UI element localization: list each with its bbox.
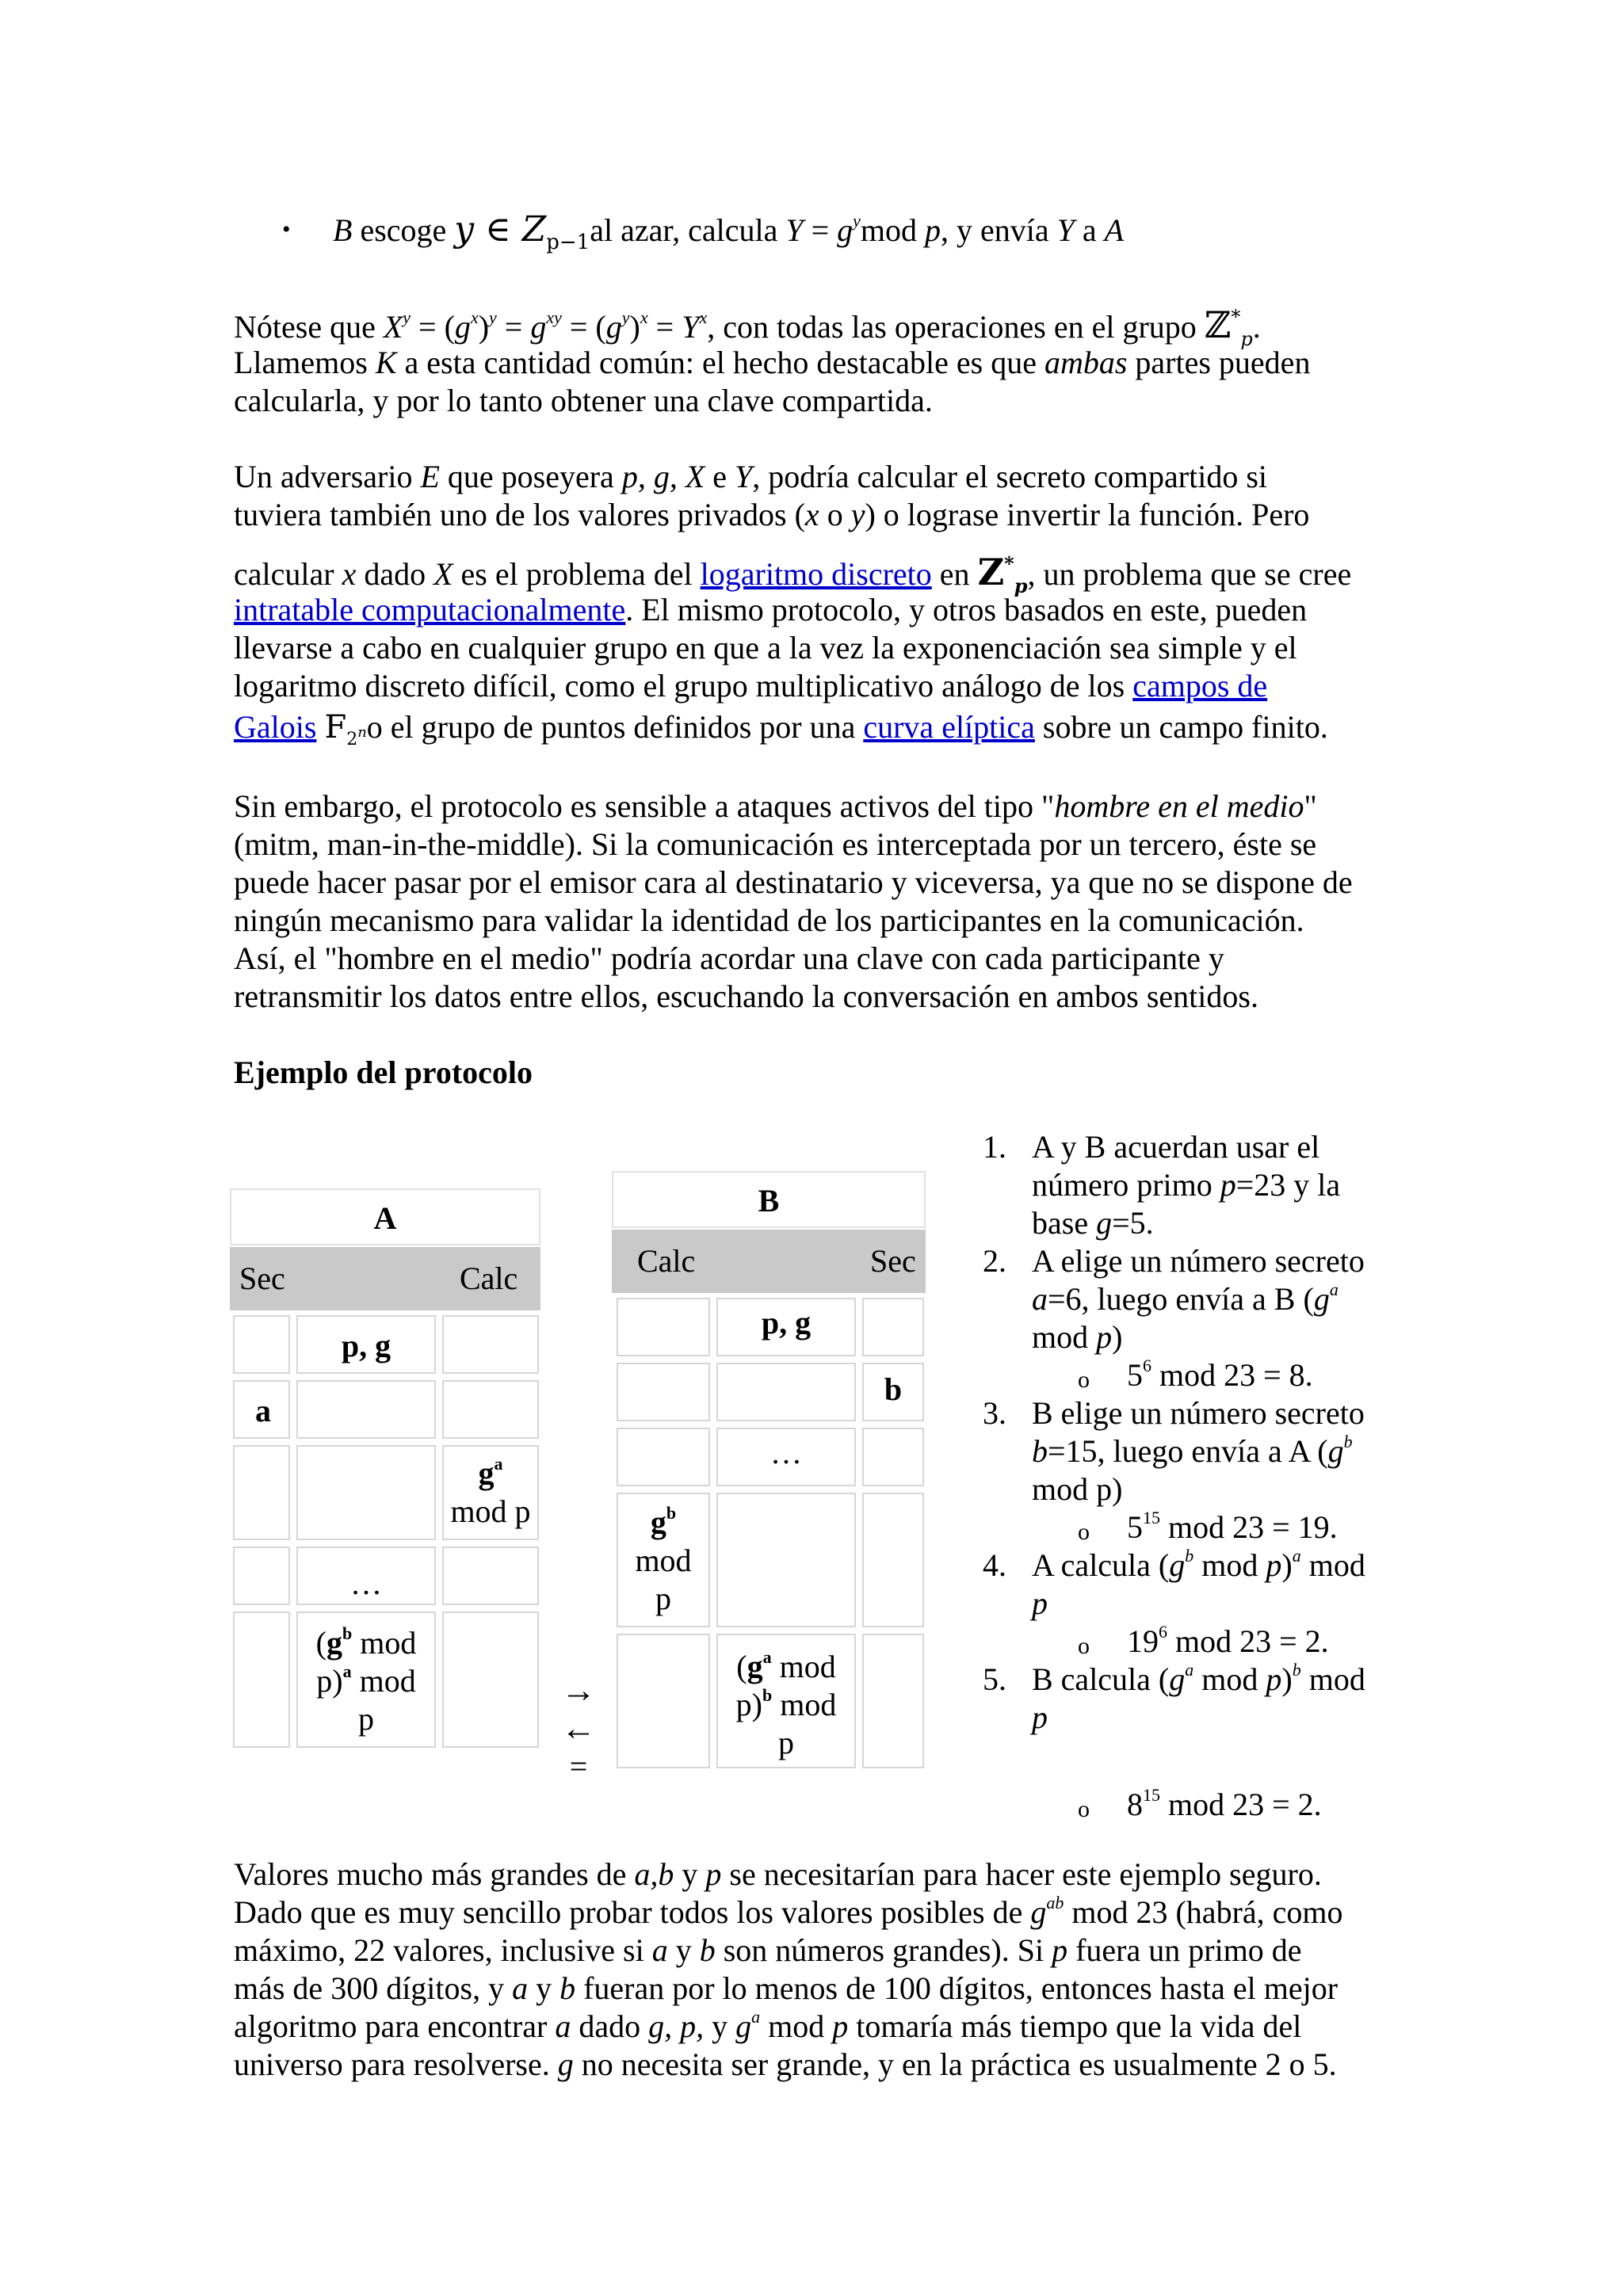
sub-bullet-marker: o xyxy=(1078,1519,1090,1545)
zp-star-symbol: $Z^*_p$ xyxy=(977,551,1028,598)
para4-line6: universo para resolverse. g no necesita ser grande, y en la práctica es usualmente 2 o 5. xyxy=(234,2046,1337,2082)
cell-shared-key-a: ($g^b$ mod p)$^a$ mod p xyxy=(296,1611,436,1748)
cell-empty xyxy=(617,1363,710,1421)
cell-secret-a: a xyxy=(233,1380,290,1439)
cell-empty xyxy=(862,1634,924,1768)
step-text: p xyxy=(1032,1585,1048,1621)
table-a xyxy=(230,1180,544,1762)
group-zp-star-symbol: ℤ*$_p$ xyxy=(1204,303,1253,351)
step-substep: $5^{15}$ mod 23 = 19. xyxy=(1127,1508,1338,1545)
bullet-marker: • xyxy=(282,216,291,242)
para4-line2: Dado que es muy sencillo probar todos los valores posibles de $g^{ab}$ mod 23 (habrá, como xyxy=(234,1893,1343,1930)
arrow-left-icon: ← xyxy=(561,1709,596,1748)
para2-line3: calcular x dado X es el problema del logaritmo discreto en $Z^*_p$, un problema que se cree xyxy=(234,551,1352,598)
equals-sign: = xyxy=(569,1749,588,1784)
cell-empty xyxy=(442,1315,539,1374)
step-text: p xyxy=(1032,1699,1048,1735)
step-number: 3. xyxy=(983,1395,1006,1431)
para3-line4: ningún mecanismo para validar la identidad de los participantes en la comunicación. xyxy=(234,902,1304,938)
cell-empty xyxy=(442,1547,539,1605)
step-text: B elige un número secreto xyxy=(1032,1395,1365,1431)
cell-p-g: p, g xyxy=(296,1315,436,1374)
para2-line7: Galois $F_{2^n}o$ el grupo de puntos definidos por una curva elíptica sobre un campo finito. xyxy=(234,709,1328,749)
para3-line2: (mitm, man-in-the-middle). Si la comunicación es interceptada por un tercero, éste se xyxy=(234,826,1317,862)
cell-ellipsis: … xyxy=(716,1428,856,1486)
step-text: B calcula ($g^a$ mod p)$^b$ mod xyxy=(1032,1660,1365,1697)
para1-line2: Llamemos K a esta cantidad común: el hecho destacable es que ambas partes pueden xyxy=(234,345,1311,380)
link-campos-de-galois[interactable]: campos de xyxy=(1132,668,1268,704)
bullet-item: B escoge y ∈ $Z_{p-1}al$ azar, calcula $Y = g^ymod$ p, y envía Y a A xyxy=(333,209,1125,254)
step-substep: $5^6$ mod 23 = 8. xyxy=(1127,1356,1313,1393)
step-text: A elige un número secreto xyxy=(1032,1243,1365,1279)
step-number: 1. xyxy=(983,1129,1006,1165)
step-text: base g=5. xyxy=(1032,1205,1154,1241)
link-intratable[interactable]: intratable computacionalmente xyxy=(234,592,626,627)
cell-empty xyxy=(617,1634,710,1768)
para4-line4: más de 300 dígitos, y a y b fueran por lo menos de 100 dígitos, entonces hasta el mejor xyxy=(234,1970,1338,2006)
table-a-title: A xyxy=(230,1188,540,1245)
table-a-col-sec: Sec xyxy=(239,1261,285,1296)
para3-line1: Sin embargo, el protocolo es sensible a ataques activos del tipo "hombre en el medio" xyxy=(234,788,1317,824)
step-substep: $19^6$ mod 23 = 2. xyxy=(1127,1622,1329,1659)
section-heading: Ejemplo del protocolo xyxy=(234,1055,533,1090)
step-text: A calcula ($g^b$ mod p)$^a$ mod xyxy=(1032,1546,1365,1583)
table-b-header xyxy=(612,1230,926,1293)
exchange-arrows xyxy=(555,1672,602,1786)
cell-empty xyxy=(296,1445,436,1540)
cell-ga-mod-p: $g^a$ mod p xyxy=(442,1445,539,1540)
cell-ellipsis: … xyxy=(296,1547,436,1605)
cell-empty xyxy=(442,1611,539,1748)
para1-line1: Nótese que $X^y = (g^x)^y = g^{xy} = (g^y)^x = Y^x$, con todas las operaciones en el grupo ℤ*$_p$. xyxy=(234,303,1261,351)
cell-empty xyxy=(617,1298,710,1356)
cell-empty xyxy=(617,1428,710,1486)
para2-line6: logaritmo discreto difícil, como el grupo multiplicativo análogo de los campos de xyxy=(234,668,1268,704)
cell-empty xyxy=(233,1547,290,1605)
link-curva-eliptica[interactable]: curva elíptica xyxy=(863,709,1035,745)
cell-shared-key-b: ($g^a$ mod p)$^b$ mod p xyxy=(716,1634,856,1768)
step-text: b=15, luego envía a A ($g^b$ xyxy=(1032,1432,1353,1469)
step-text: a=6, luego envía a B ($g^a$ xyxy=(1032,1280,1338,1317)
cell-secret-b: b xyxy=(862,1363,924,1421)
para3-line5: Así, el "hombre en el medio" podría acordar una clave con cada participante y xyxy=(234,940,1224,976)
para3-line3: puede hacer pasar por el emisor cara al destinatario y viceversa, ya que no se dispone de xyxy=(234,864,1353,900)
cell-empty xyxy=(442,1380,539,1439)
para2-line5: llevarse a cabo en cualquier grupo en que a la vez la exponenciación sea simple y el xyxy=(234,630,1297,666)
para4-line1: Valores mucho más grandes de a,b y p se necesitarían para hacer este ejemplo seguro. xyxy=(234,1856,1322,1892)
cell-empty xyxy=(716,1363,856,1421)
cell-empty xyxy=(862,1493,924,1627)
step-text: mod p) xyxy=(1032,1319,1123,1355)
link-galois[interactable]: Galois xyxy=(234,709,317,745)
f2n-symbol: $F_{2^n}$ xyxy=(324,709,367,749)
para3-line6: retransmitir los datos entre ellos, escuchando la conversación en ambos sentidos. xyxy=(234,978,1258,1014)
table-a-header xyxy=(230,1247,540,1310)
table-b-title: B xyxy=(612,1171,926,1228)
table-b xyxy=(612,1163,929,1781)
table-b-col-sec: Sec xyxy=(870,1243,916,1279)
sub-bullet-marker: o xyxy=(1078,1633,1090,1659)
cell-empty xyxy=(862,1298,924,1356)
formula-y-in-zp: y ∈ $Z_{p-1}$ xyxy=(454,209,590,254)
para1-line3: calcularla, y por lo tanto obtener una clave compartida. xyxy=(234,383,933,418)
link-logaritmo-discreto[interactable]: logaritmo discreto xyxy=(700,556,932,592)
cell-empty xyxy=(233,1445,290,1540)
para2-line1: Un adversario E que poseyera p, g, X e Y, podría calcular el secreto compartido si xyxy=(234,459,1267,494)
cell-empty xyxy=(296,1380,436,1439)
step-number: 2. xyxy=(983,1243,1006,1279)
step-substep: $8^{15}$ mod 23 = 2. xyxy=(1127,1785,1322,1822)
para4-line5: algoritmo para encontrar a dado g, p, y $g^a$ mod p tomaría más tiempo que la vida del xyxy=(234,2007,1302,2044)
step-number: 4. xyxy=(983,1547,1006,1583)
cell-empty xyxy=(862,1428,924,1486)
cell-empty xyxy=(233,1611,290,1748)
para2-line4: intratable computacionalmente. El mismo protocolo, y otros basados en este, pueden xyxy=(234,592,1308,627)
step-number: 5. xyxy=(983,1661,1006,1697)
sub-bullet-marker: o xyxy=(1078,1367,1090,1393)
arrow-right-icon: → xyxy=(561,1671,596,1710)
table-b-col-calc: Calc xyxy=(637,1243,696,1279)
step-text: número primo p=23 y la xyxy=(1032,1167,1341,1203)
table-a-col-calc: Calc xyxy=(460,1261,518,1296)
para4-line3: máximo, 22 valores, inclusive si a y b son números grandes). Si p fuera un primo de xyxy=(234,1932,1302,1968)
cell-p-g: p, g xyxy=(716,1298,856,1356)
cell-gb-mod-p: $g^b$ mod p xyxy=(617,1493,710,1627)
step-text: A y B acuerdan usar el xyxy=(1032,1129,1320,1165)
sub-bullet-marker: o xyxy=(1078,1796,1090,1822)
para2-line2: tuviera también uno de los valores privados (x o y) o lograse invertir la función. Pero xyxy=(234,497,1310,532)
step-text: mod p) xyxy=(1032,1471,1123,1507)
cell-empty xyxy=(716,1493,856,1627)
cell-empty xyxy=(233,1315,290,1374)
